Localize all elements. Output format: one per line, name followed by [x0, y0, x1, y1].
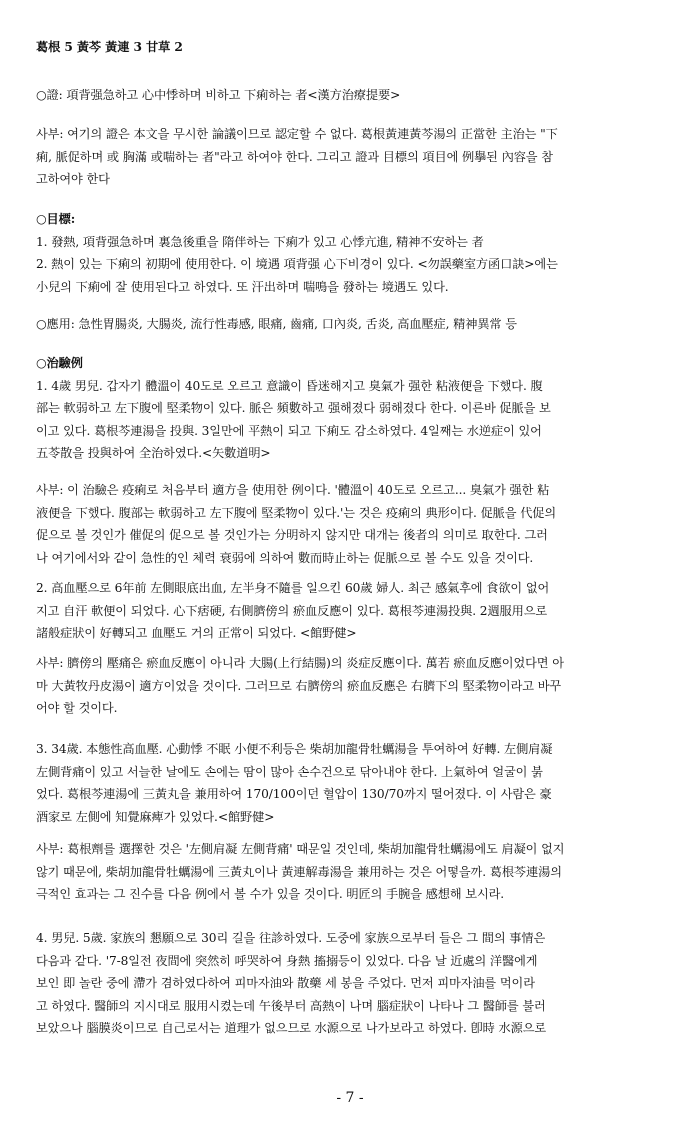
formula-line: 葛根 5 黃芩 黃連 3 甘草 2 [36, 40, 183, 54]
case-1-line: 部는 軟弱하고 左下腹에 堅柔物이 있다. 脈은 頻數하고 强해졌다 弱해졌다 한다. 이른바 促脈을 보 [36, 401, 551, 415]
case-3-line: 酒家로 左側에 知覺麻痺가 있었다.<館野健> [36, 809, 275, 824]
comment-1-line: 나 여기에서와 같이 急性的인 체력 衰弱에 의하여 數而時止하는 促脈으로 볼 수도 있을 것이다. [36, 550, 534, 565]
comment-case-1 [36, 479, 664, 569]
target-line: 2. 熱이 있는 下痢의 初期에 使用한다. 이 境遇 項背强 心下비경이 있다. <勿誤藥室方函口訣>에는 [36, 257, 558, 271]
comment-line: 痢, 脈促하며 或 胸滿 或喘하는 者"라고 하여야 한다. 그리고 證과 目標의 項目에 例擧된 內容을 참 [36, 149, 553, 164]
case-3-line: 左側背痛이 있고 서늘한 날에도 손에는 땀이 많아 손수건으로 닦아내야 한다. 上氣하여 얼굴이 붉 [36, 764, 543, 779]
indication-section [36, 84, 664, 107]
case-4-line: 보았으나 腦膜炎이므로 自己로서는 道理가 없으므로 水源으로 나가보라고 하였다. 卽時 水源으로 [36, 1021, 547, 1035]
case-4-line: 보인 即 놀란 중에 滯가 겸하였다하여 피마자油와 散藥 세 봉을 주었다. 먼저 피마자油를 먹이라 [36, 976, 535, 990]
case-2-line: 2. 高血壓으로 6年前 左側眼底出血, 左半身不隨를 일으킨 60歲 婦人. 최근 感氣후에 食欲이 없어 [36, 581, 550, 595]
target-line: 1. 發熱, 項背强急하며 裏急後重을 隋伴하는 下痢가 있고 心悸亢進, 精神不安하는 者 [36, 234, 484, 249]
target-line: 小兒의 下痢에 잘 使用된다고 하였다. 또 汗出하며 喘鳴을 發하는 境遇도 있다. [36, 279, 449, 294]
comment-case-2 [36, 652, 664, 720]
comment-2-line: 마 大黃牧丹皮湯이 適方이었을 것이다. 그러므로 右臍傍의 瘀血反應은 右臍下의 堅柔物이라고 바꾸 [36, 678, 562, 693]
case-3-line: 3. 34歲. 本態性高血壓. 心動悸 不眠 小便不利등은 柴胡加龍骨牡蠣湯을 투여하여 好轉. 左側肩凝 [36, 742, 553, 756]
case-4-line: 고 하였다. 醫師의 지시대로 服用시켰는데 午後부터 高熱이 나며 腦症狀이 나타나 그 醫師를 불러 [36, 998, 546, 1013]
case-3 [36, 738, 664, 828]
application-line: ○應用: 急性胃腸炎, 大腸炎, 流行性毒感, 眼痛, 齒痛, 口內炎, 舌炎, 高血壓症, 精神異常 등 [36, 317, 517, 331]
case-4-line: 4. 男兒. 5歲. 家族의 懇願으로 30리 길을 往診하였다. 도중에 家族으로부터 들은 그 間의 事情은 [36, 931, 546, 945]
case-4-line: 다음과 같다. '7-8일전 夜間에 突然히 呼哭하여 身熱 搐搦등이 있었다. 다음 날 近處의 洋醫에게 [36, 953, 538, 968]
application-section [36, 313, 664, 336]
case-2-line: 지고 自汗 軟便이 되었다. 心下痞硬, 右側臍傍의 瘀血反應이 있다. 葛根芩連湯投與. 2週服用으로 [36, 603, 548, 618]
case-3-line: 었다. 葛根芩連湯에 三黃丸을 兼用하여 170/100이던 혈압이 130/70까지 떨어졌다. 이 사람은 豪 [36, 787, 552, 801]
comment-1-line: 促으로 볼 것인가 催促의 促으로 볼 것인가는 分明하지 않지만 대개는 後者의 의미로 取한다. 그러 [36, 528, 548, 542]
comment-3-line: 사부: 葛根劑를 選擇한 것은 '左側肩凝 左側背痛' 때문일 것인데, 柴胡加龍骨牡蠣湯에도 肩凝이 없지 [36, 842, 565, 856]
case-2-line: 諸般症狀이 好轉되고 血壓도 거의 正常이 되었다. <館野健> [36, 626, 357, 640]
cases-section [36, 352, 664, 465]
comment-3-line: 않기 때문에, 柴胡加龍骨牡蠣湯에 三黃丸이나 黃連解毒湯을 兼用하는 것은 어떻을까. 葛根芩連湯의 [36, 864, 562, 879]
comment-case-3 [36, 838, 664, 906]
target-heading: ○目標: [36, 212, 76, 226]
indication-line: ○證: 項背强急하고 心中悸하며 비하고 下痢하는 者<漢方治療提要> [36, 88, 401, 102]
cases-heading: ○治驗例 [36, 356, 83, 370]
case-4 [36, 927, 664, 1040]
case-1-line: 五苓散을 投與하여 全治하였다.<矢數道明> [36, 446, 271, 460]
formula-line-block [36, 36, 664, 59]
target-section [36, 208, 664, 298]
comment-2-line: 사부: 臍傍의 壓痛은 瘀血反應이 아니라 大腸(上行結腸)의 炎症反應이다. 萬若 瘀血反應이었다면 아 [36, 656, 564, 670]
comment-1-line: 液便을 下했다. 腹部는 軟弱하고 左下腹에 堅柔物이 있다.'는 것은 疫痢의 典形이다. 促脈을 代促의 [36, 505, 557, 520]
comment-1-line: 사부: 이 治驗은 疫痢로 처음부터 適方을 使用한 例이다. '體溫이 40도로 오르고... 臭氣가 强한 粘 [36, 483, 550, 497]
comment-2-line: 어야 할 것이다. [36, 701, 118, 715]
comment-section-1 [36, 123, 664, 191]
comment-line: 사부: 여기의 證은 本文을 무시한 論議이므로 認定할 수 없다. 葛根黃連黃芩湯의 正當한 主治는 "下 [36, 127, 558, 141]
case-1-line: 이고 있다. 葛根芩連湯을 投與. 3일만에 平熱이 되고 下痢도 감소하였다. 4일째는 水逆症이 있어 [36, 423, 542, 438]
page-number: - 7 - [336, 1090, 364, 1106]
case-1-line: 1. 4歲 男兒. 갑자기 體溫이 40도로 오르고 意識이 昏迷해지고 臭氣가 强한 粘液便을 下했다. 腹 [36, 378, 543, 393]
case-2 [36, 577, 664, 645]
comment-line: 고하여야 한다 [36, 172, 110, 186]
comment-3-line: 극적인 효과는 그 진수를 다음 例에서 볼 수가 있을 것이다. 明匠의 手腕을 感想해 보시라. [36, 887, 505, 901]
